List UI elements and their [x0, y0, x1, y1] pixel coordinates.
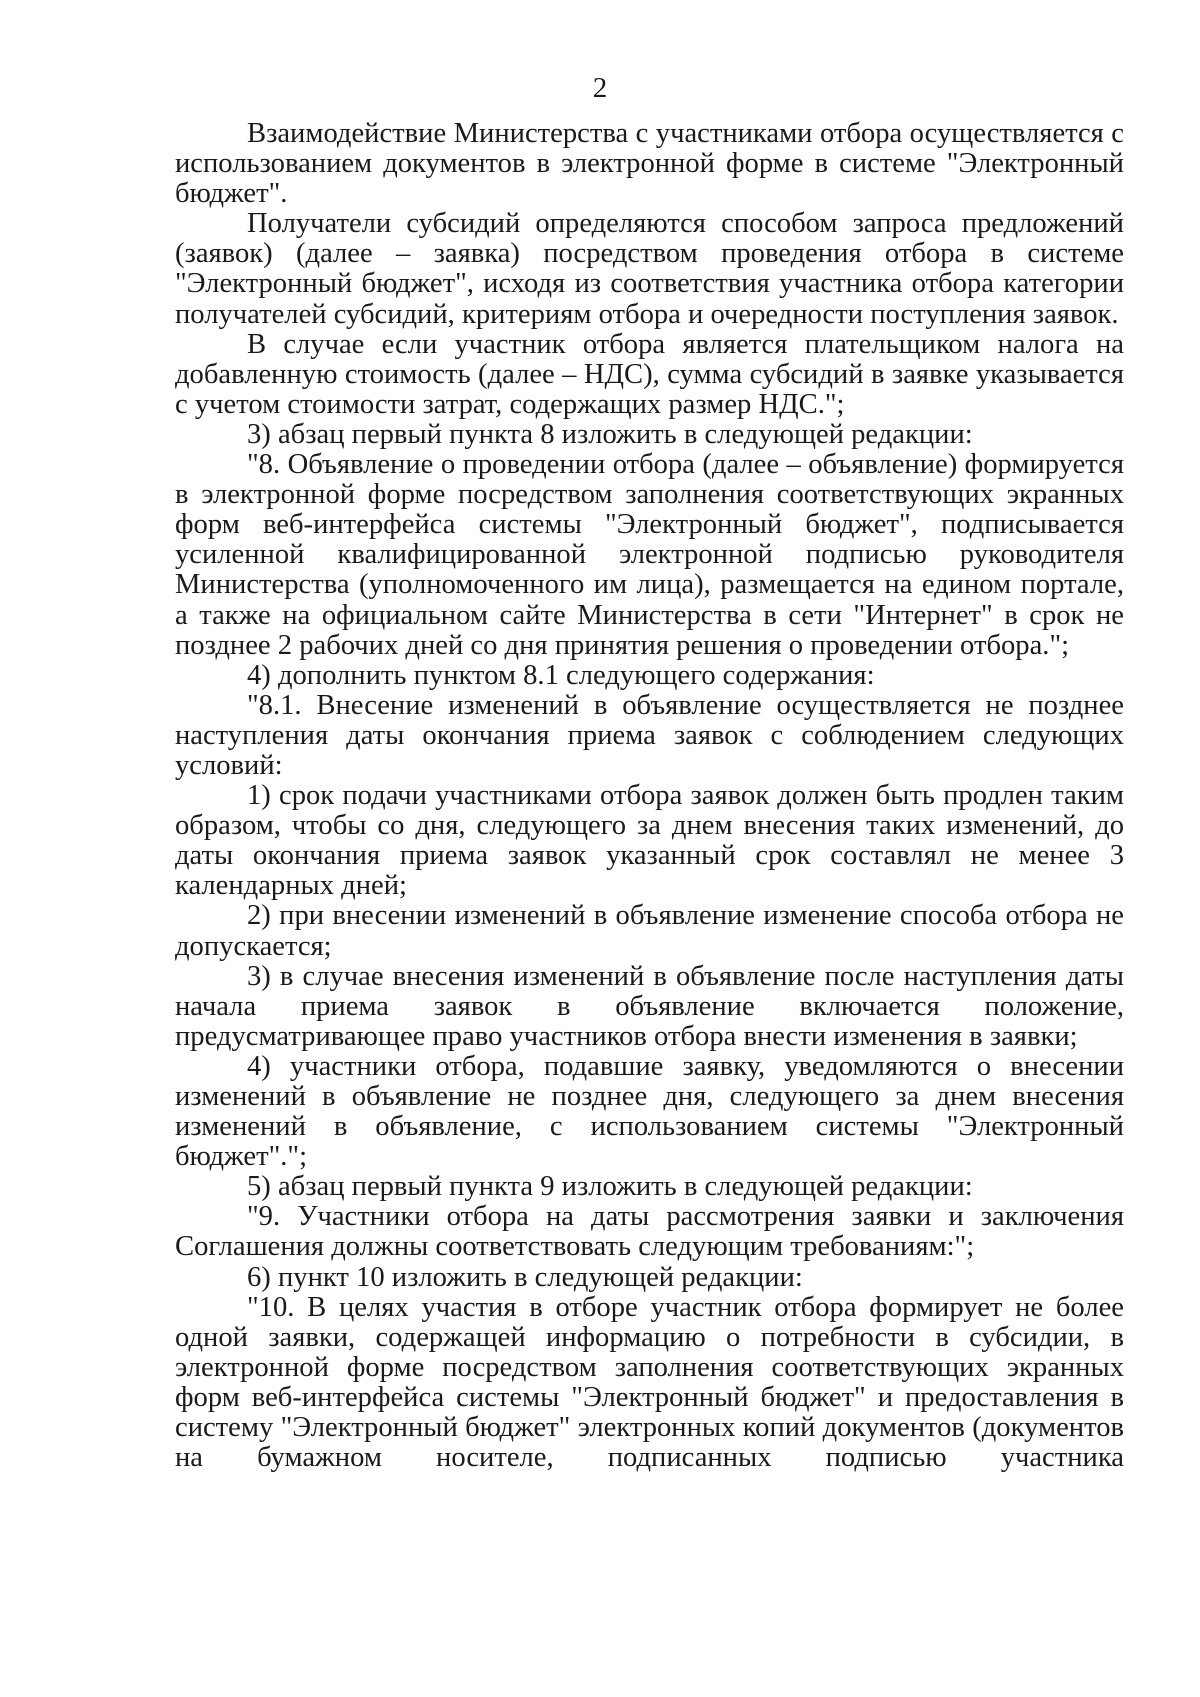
paragraph: Взаимодействие Министерства с участниками отбора осуществляется с использованием документов в электронной форме в системе "Электронный бюджет".	[175, 118, 1124, 210]
paragraph: 4) участники отбора, подавшие заявку, уведомляются о внесении изменений в объявление не позднее дня, следующего за днем внесения изменений в объявление, с использованием системы "Электронный бюджет".";	[175, 1050, 1124, 1173]
paragraph: 3) в случае внесения изменений в объявление после наступления даты начала приема заявок в объявление включается положение, предусматривающее право участников отбора внести изменения в заявки;	[175, 960, 1124, 1052]
paragraph: 6) пункт 10 изложить в следующей редакции:	[247, 1261, 803, 1293]
paragraph: 3) абзац первый пункта 8 изложить в следующей редакции:	[247, 418, 973, 450]
paragraph: "9. Участники отбора на даты рассмотрения заявки и заключения Соглашения должны соответствовать следующим требованиям:";	[175, 1201, 1124, 1263]
paragraph: "8. Объявление о проведении отбора (далее – объявление) формируется в электронной форме посредством заполнения соответствующих экранных форм веб-интерфейса системы "Электронный бюджет", подписывается усиленной квалифицированной электронной подписью руководителя Министерства (уполномоченного им лица), размещается на едином портале, а также на официальном сайте Министерства в сети "Интернет" в срок не позднее 2 рабочих дней со дня принятия решения о проведении отбора.";	[175, 449, 1124, 661]
paragraph: 5) абзац первый пункта 9 изложить в следующей редакции:	[247, 1171, 973, 1203]
paragraph: Получатели субсидий определяются способом запроса предложений (заявок) (далее – заявка) посредством проведения отбора в системе "Электронный бюджет", исходя из соответствия участника отбора категории получателей субсидий, критериям отбора и очередности поступления заявок.	[175, 208, 1124, 330]
paragraph: 1) срок подачи участниками отбора заявок должен быть продлен таким образом, чтобы со дня, следующего за днем внесения таких изменений, до даты окончания приема заявок указанный срок составлял не менее 3 календарных дней;	[175, 780, 1124, 902]
document-body	[175, 119, 1124, 1473]
paragraph: "8.1. Внесение изменений в объявление осуществляется не позднее наступления даты окончания приема заявок с соблюдением следующих условий:	[175, 689, 1124, 781]
paragraph: "10. В целях участия в отборе участник отбора формирует не более одной заявки, содержащей информацию о потребности в субсидии, в электронной форме посредством заполнения соответствующих экранных форм веб-интерфейса системы "Электронный бюджет" и предоставления в систему "Электронный бюджет" электронных копий документов (документов на бумажном носителе, подписанных подписью участника	[175, 1291, 1124, 1474]
paragraph: 2) при внесении изменений в объявление изменение способа отбора не допускается;	[175, 900, 1124, 962]
page-number: 2	[592, 72, 608, 104]
paragraph: 4) дополнить пунктом 8.1 следующего содержания:	[247, 659, 875, 691]
paragraph: В случае если участник отбора является плательщиком налога на добавленную стоимость (далее – НДС), сумма субсидий в заявке указывается с учетом стоимости затрат, содержащих размер НДС.";	[175, 328, 1124, 420]
